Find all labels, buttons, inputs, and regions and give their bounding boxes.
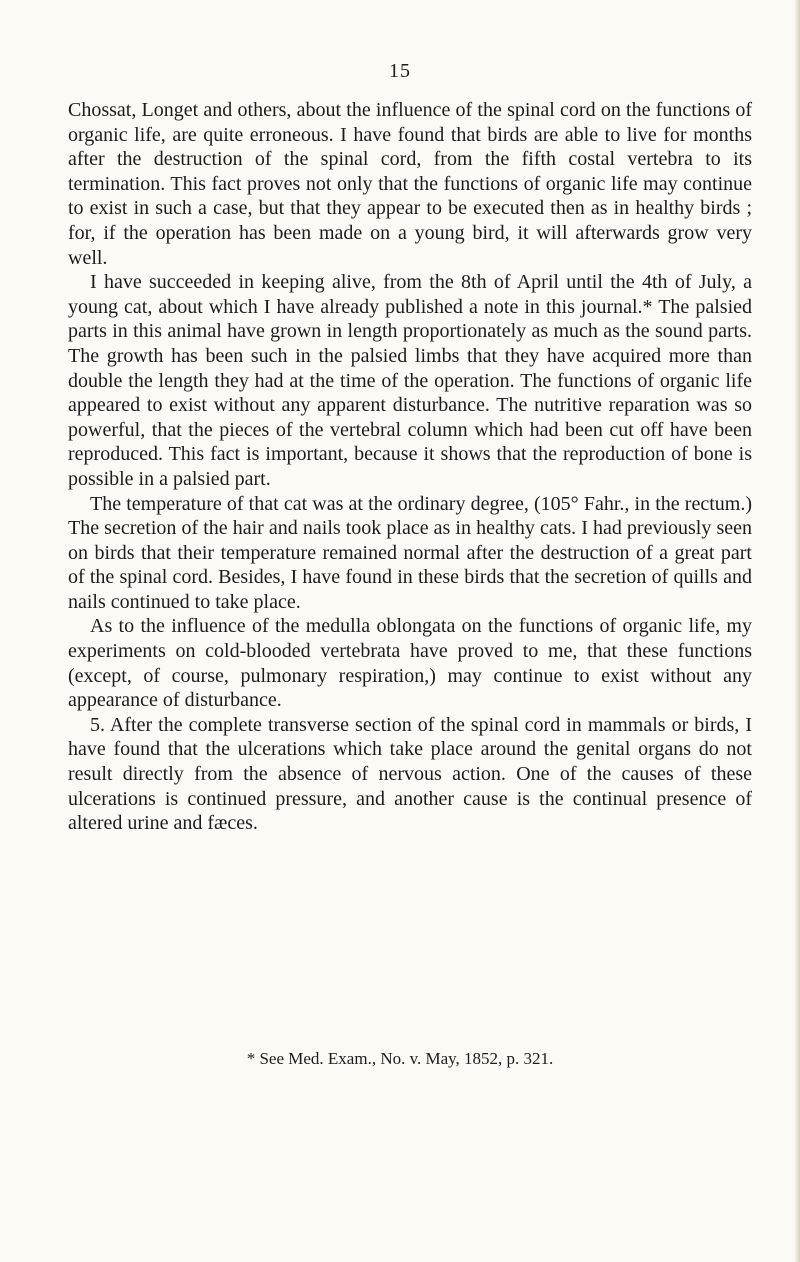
paragraph-3: The temperature of that cat was at the ordinary degree, (105° Fahr., in the rectum.) The secretion of the hair and nails took place as in healthy cats. I had previously seen on birds that their temperature remained normal after the destruction of a great part of the spinal cord. Besides, I have found in these birds that the secretion of quills and nails continued to take place. bbox=[68, 492, 752, 613]
paragraph-1: Chossat, Longet and others, about the influence of the spinal cord on the functions of organic life, are quite erroneous. I have found that birds are able to live for months after the destruction of the spinal cord, from the fifth costal vertebra to its termination. This fact proves not only that the functions of organic life may continue to exist in such a case, but that they appear to be executed then as in healthy birds ; for, if the operation has been made on a young bird, it will afterwards grow very well. bbox=[68, 99, 752, 269]
paragraph-5: 5. After the complete transverse section of the spinal cord in mammals or birds, I have found that the ulcerations which take place around the genital organs do not result directly from the absence of nervous action. One of the causes of these ulcerations is continued pressure, and another cause is the continual presence of altered urine and fæces. bbox=[68, 713, 752, 835]
page-number: 15 bbox=[389, 60, 411, 82]
footnote: * See Med. Exam., No. v. May, 1852, p. 321. bbox=[246, 1049, 554, 1068]
page-edge bbox=[794, 0, 800, 1262]
paragraph-4: As to the influence of the medulla oblongata on the functions of organic life, my experiments on cold-blooded vertebrata have proved to me, that these functions (except, of course, pulmonary respiration,) may continue to exist without any appearance of disturbance. bbox=[68, 615, 752, 712]
paragraph-2: I have succeeded in keeping alive, from the 8th of April until the 4th of July, a young cat, about which I have already published a note in this journal.* The palsied parts in this animal have grown in length proportionately as much as the sound parts. The growth has been such in the palsied limbs that they have acquired more than double the length they had at the time of the operation. The functions of organic life appeared to exist without any apparent disturbance. The nutritive reparation was so powerful, that the pieces of the vertebral column which had been cut off have been reproduced. This fact is important, because it shows that the reproduction of bone is possible in a palsied part. bbox=[68, 271, 752, 490]
body-text bbox=[68, 98, 752, 836]
